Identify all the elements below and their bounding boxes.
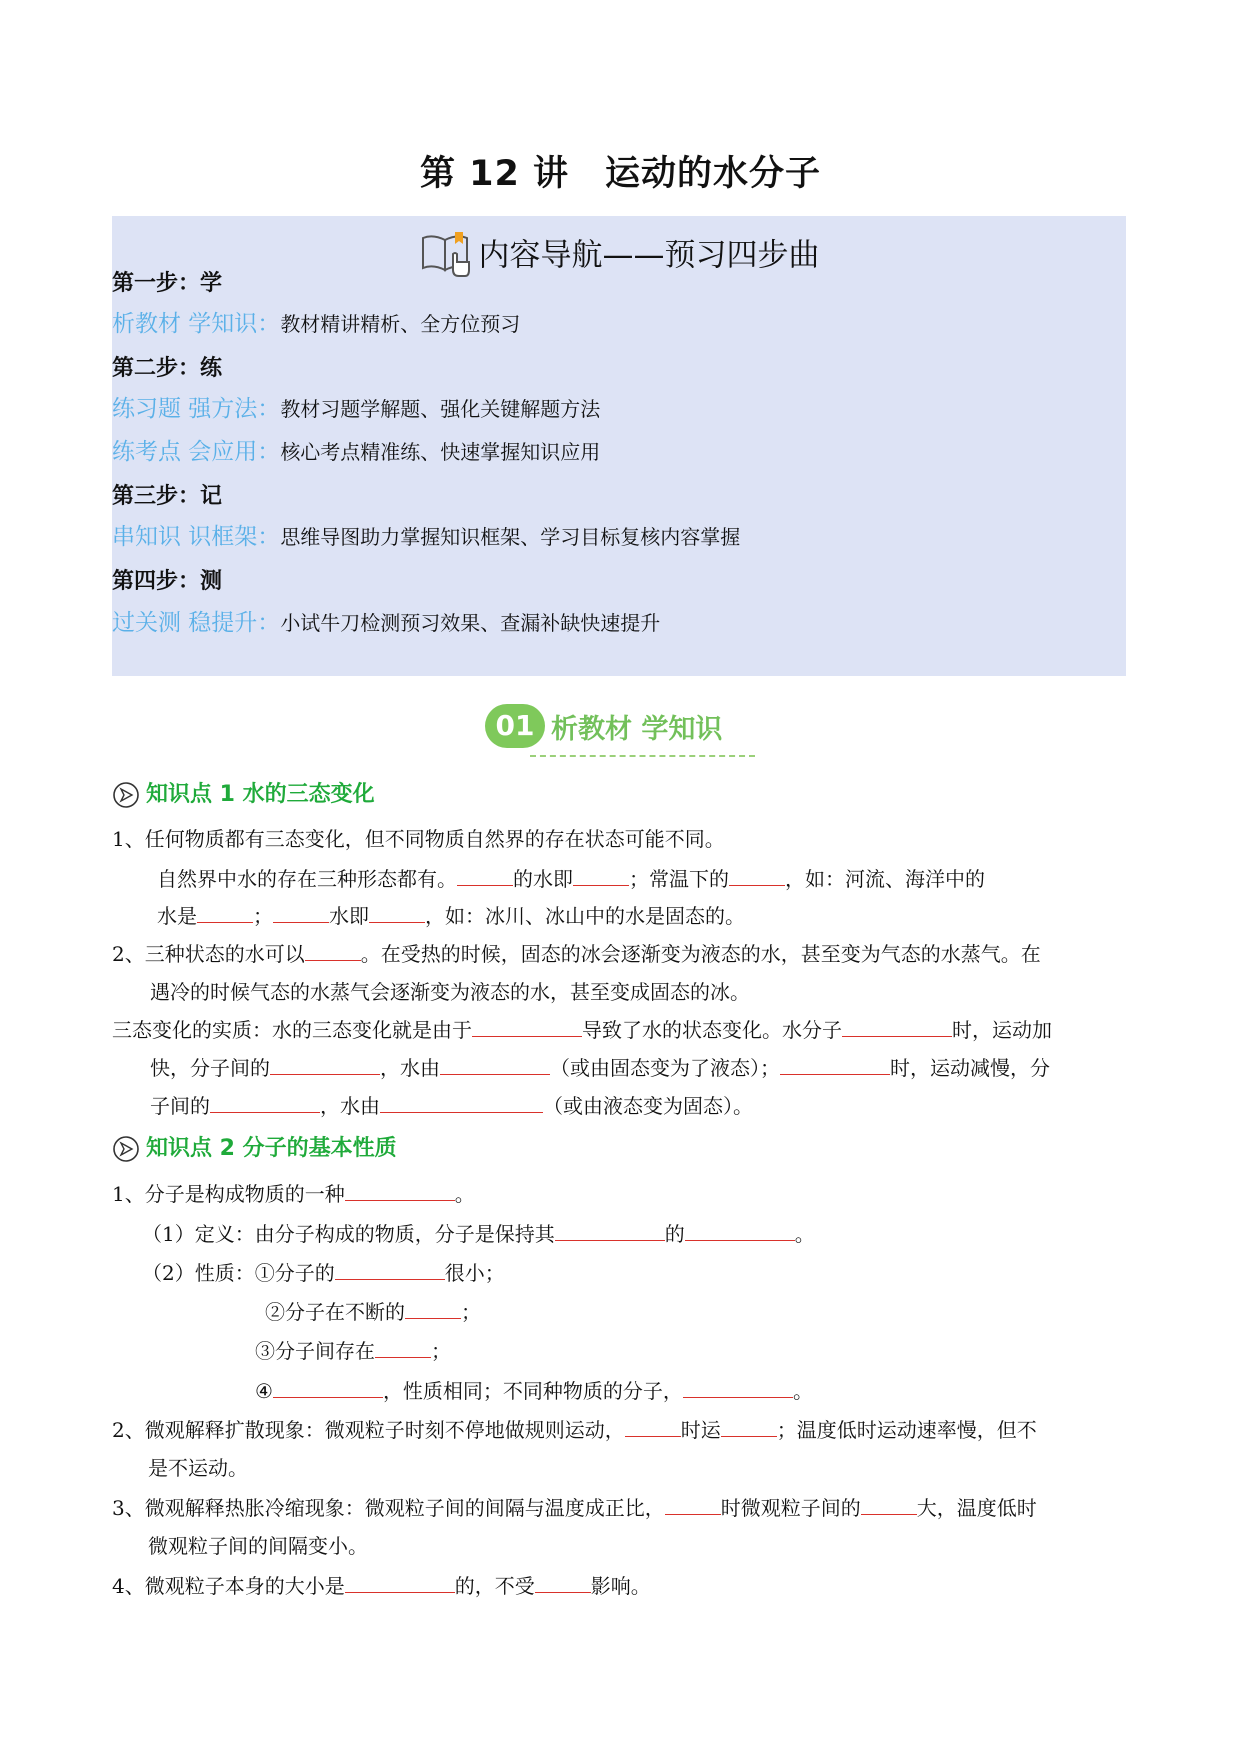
- nav-heading-text: 内容导航——预习四步曲: [478, 237, 820, 274]
- kp2-line-5: ③分子间存在 ；: [255, 1339, 451, 1363]
- kp1-line-4: 2、三种状态的水可以 。在受热的时候，固态的冰会逐渐变为液态的水，甚至变为气态的水蒸气。在: [112, 942, 1041, 966]
- nav-item-key: 过关测 稳提升：: [112, 610, 281, 636]
- knowledge-point-2-title: [112, 1131, 397, 1163]
- nav-item-3: [112, 438, 600, 466]
- nav-item-text: 教材精讲精析、全方位预习: [280, 312, 521, 336]
- nav-item-text: 核心考点精准练、快速掌握知识应用: [280, 440, 601, 464]
- kp1-line-5: 遇冷的时候气态的水蒸气会逐渐变为液态的水，甚至变成固态的冰。: [150, 980, 750, 1004]
- blank[interactable]: [375, 1337, 431, 1358]
- blank[interactable]: [457, 865, 513, 886]
- blank[interactable]: [270, 1054, 380, 1075]
- nav-item-key: 析教材 学知识：: [112, 311, 281, 337]
- blank[interactable]: [440, 1054, 550, 1075]
- kp1-line-3: 水是 ； 水即 ，如：冰川、冰山中的水是固态的。: [157, 904, 745, 928]
- arrow-circle-icon: [112, 781, 140, 809]
- blank[interactable]: [665, 1494, 721, 1515]
- nav-item-text: 小试牛刀检测预习效果、查漏补缺快速提升: [280, 611, 661, 635]
- book-pointer-icon: [419, 228, 475, 286]
- page-title: 第 12 讲 运动的水分子: [419, 154, 822, 194]
- blank[interactable]: [861, 1494, 917, 1515]
- kp2-line-3: （2）性质：①分子的 很小；: [142, 1261, 505, 1285]
- kp1-line-7: 快，分子间的 ，水由 （或由固态变为了液态）； 时，运动减慢，分: [150, 1056, 1050, 1080]
- blank[interactable]: [210, 1092, 320, 1113]
- blank[interactable]: [683, 1377, 793, 1398]
- nav-item-key: 串知识 识框架：: [112, 524, 281, 550]
- kp2-line-4: ②分子在不断的 ；: [265, 1300, 481, 1324]
- nav-item-1: [112, 310, 520, 338]
- nav-item-2: [112, 395, 600, 423]
- blank[interactable]: [555, 1220, 665, 1241]
- blank[interactable]: [345, 1572, 455, 1593]
- blank[interactable]: [197, 902, 253, 923]
- kp1-line-8: 子间的 ，水由 （或由液态变为固态）。: [150, 1094, 753, 1118]
- step-2: 第二步：练: [112, 356, 223, 381]
- kp2-line-7: 2、微观解释扩散现象：微观粒子时刻不停地做规则运动， 时运 ；温度低时运动速率慢，但不: [112, 1418, 1037, 1442]
- section-number: 01: [485, 704, 545, 748]
- section-underline: [530, 755, 755, 757]
- blank[interactable]: [273, 1377, 383, 1398]
- nav-item-key: 练习题 强方法：: [112, 396, 281, 422]
- kp2-title-text: 知识点 2 分子的基本性质: [146, 1136, 397, 1161]
- kp2-line-6: ④ ，性质相同；不同种物质的分子， 。: [255, 1379, 813, 1403]
- kp2-line-10: 微观粒子间的间隔变小。: [148, 1534, 368, 1558]
- blank[interactable]: [405, 1298, 461, 1319]
- blank[interactable]: [380, 1092, 543, 1113]
- blank[interactable]: [625, 1416, 681, 1437]
- kp1-line-6: 三态变化的实质：水的三态变化就是由于 导致了水的状态变化。水分子 时，运动加: [112, 1018, 1052, 1042]
- nav-item-text: 教材习题学解题、强化关键解题方法: [280, 397, 601, 421]
- step-4: 第四步：测: [112, 569, 223, 594]
- blank[interactable]: [780, 1054, 890, 1075]
- knowledge-point-1-title: [112, 777, 375, 809]
- nav-item-text: 思维导图助力掌握知识框架、学习目标复核内容掌握: [280, 525, 741, 549]
- blank[interactable]: [305, 940, 361, 961]
- blank[interactable]: [685, 1220, 795, 1241]
- blank[interactable]: [842, 1016, 952, 1037]
- kp2-line-1: 1、分子是构成物质的一种 。: [112, 1182, 475, 1206]
- arrow-circle-icon: [112, 1135, 140, 1163]
- nav-heading: [112, 228, 1126, 286]
- blank[interactable]: [573, 865, 629, 886]
- nav-item-key: 练考点 会应用：: [112, 439, 281, 465]
- blank[interactable]: [345, 1180, 455, 1201]
- blank[interactable]: [535, 1572, 591, 1593]
- blank[interactable]: [335, 1259, 445, 1280]
- blank[interactable]: [369, 902, 425, 923]
- section-title: 析教材 学知识: [551, 713, 723, 745]
- blank[interactable]: [729, 865, 785, 886]
- kp1-line-2: 自然界中水的存在三种形态都有。 的水即 ；常温下的 ，如：河流、海洋中的: [157, 867, 985, 891]
- nav-item-4: [112, 523, 740, 551]
- section-badge: [485, 704, 722, 752]
- kp2-line-8: 是不运动。: [148, 1456, 248, 1480]
- step-1: 第一步：学: [112, 271, 223, 296]
- blank[interactable]: [721, 1416, 777, 1437]
- blank[interactable]: [472, 1016, 582, 1037]
- kp1-line-1: 1、任何物质都有三态变化，但不同物质自然界的存在状态可能不同。: [112, 827, 725, 851]
- blank[interactable]: [273, 902, 329, 923]
- kp2-line-2: （1）定义：由分子构成的物质，分子是保持其 的 。: [142, 1222, 815, 1246]
- step-3: 第三步：记: [112, 484, 223, 509]
- kp1-title-text: 知识点 1 水的三态变化: [146, 782, 375, 807]
- kp2-line-9: 3、微观解释热胀冷缩现象：微观粒子间的间隔与温度成正比， 时微观粒子间的 大，温度低时: [112, 1496, 1037, 1520]
- nav-item-5: [112, 609, 660, 637]
- kp2-line-11: 4、微观粒子本身的大小是 的，不受 影响。: [112, 1574, 651, 1598]
